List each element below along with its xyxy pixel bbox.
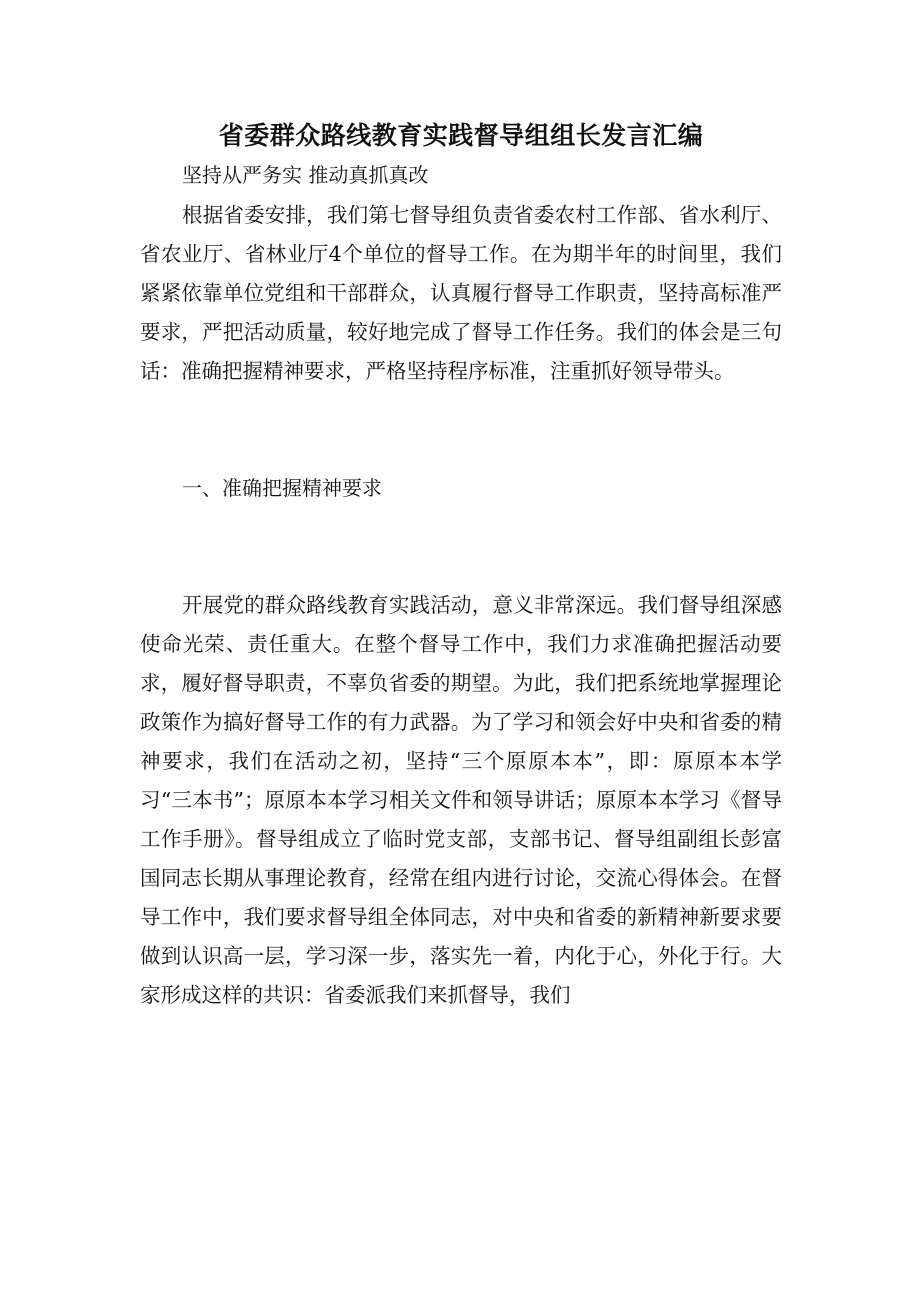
document-subtitle: 坚持从严务实 推动真抓真改 [182, 163, 429, 187]
spacer [140, 430, 782, 469]
document-title: 省委群众路线教育实践督导组组长发言汇编 [218, 121, 704, 150]
section-paragraph: 开展党的群众路线教育实践活动，意义非常深远。我们督导组深感使命光荣、责任重大。在整个督导工作中，我们力求准确把握活动要求，履好督导职责，不辜负省委的期望。为此，我们把系统地掌握理论政策作为搞好督导工作的有力武器。为了学习和领会好中央和省委的精神要求，我们在活动之初，坚持“三个原原本本”，即：原原本本学习“三本书”；原原本本学习相关文件和领导讲话；原原本本学习《督导工作手册》。督导组成立了临时党支部，支部书记、督导组副组长彭富国同志长期从事理论教育，经常在组内进行讨论，交流心得体会。在督导工作中，我们要求督导组全体同志，对中央和省委的新精神新要求要做到认识高一层，学习深一步，落实先一着，内化于心，外化于行。大家形成这样的共识：省委派我们来抓督导，我们 [140, 593, 782, 1007]
spacer [140, 508, 782, 547]
document-page [140, 116, 782, 1015]
spacer [140, 547, 782, 586]
spacer [140, 391, 782, 430]
intro-paragraph: 根据省委安排，我们第七督导组负责省委农村工作部、省水利厅、省农业厅、省林业厅4个单位的督导工作。在为期半年的时间里，我们紧紧依靠单位党组和干部群众，认真履行督导工作职责，坚持高标准严要求，严把活动质量，较好地完成了督导工作任务。我们的体会是三句话：准确把握精神要求，严格坚持程序标准，注重抓好领导带头。 [140, 203, 782, 383]
section-heading: 一、准确把握精神要求 [182, 476, 382, 500]
